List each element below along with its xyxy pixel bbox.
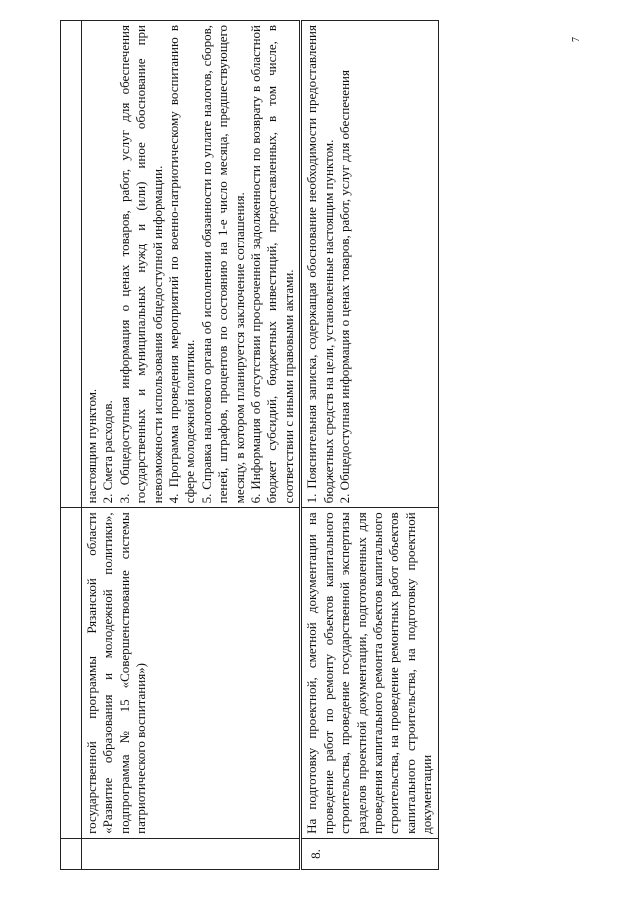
table-row-top: [61, 21, 82, 870]
table-row: [82, 21, 301, 870]
document-item: 3. Общедоступная информация о ценах товаров, работ, услуг для обеспечения государственных и муниципальных нужд и (или) иное обоснование при невозможности использования общедоступной информации.: [116, 25, 165, 504]
row-number: 8.: [301, 838, 438, 869]
row-number: [82, 838, 301, 869]
document-item: 2. Смета расходов.: [100, 400, 116, 504]
rotated-page-content: [60, 20, 560, 870]
document-item: 1. Пояснительная записка, содержащая обоснование необходимости предоставления бюджетных средств на цели, установленные настоящим пунктом.: [304, 25, 336, 504]
required-documents: [82, 21, 301, 508]
document-item: 2. Общедоступная информация о ценах товаров, работ, услуг для обеспечения: [337, 70, 353, 504]
document-item: настоящим пунктом.: [84, 388, 99, 504]
documents-table: [60, 20, 439, 870]
table-row: [301, 21, 438, 870]
document-item: 4. Программа проведения мероприятий по военно-патриотическому воспитанию в сфере молодежной политики.: [166, 25, 198, 504]
page-number: 7: [571, 37, 582, 42]
document-item: 6. Информация об отсутствии просроченной задолженности по возврату в областной бюджет субсидий, бюджетных инвестиций, предоставленных, в том числе, в соответствии с иными правовыми актами.: [248, 25, 296, 504]
purpose-description: государственной программы Рязанской области «Развитие образования и молодежной политики», подпрограмма № 15 «Совершенствование системы патриотического воспитания»): [82, 508, 301, 839]
purpose-description: На подготовку проектной, сметной документации на проведение работ по ремонту объектов капитального строительства, проведение государственной экспертизы разделов проектной документации, подготовленных для проведения капитального ремонта объектов капитального строительства, на проведение ремонтных работ объектов капитального строительства, на подготовку проектной документации: [301, 508, 438, 839]
required-documents: [301, 21, 438, 508]
document-item: 5. Справка налогового органа об исполнении обязанности по уплате налогов, сборов, пеней, штрафов, процентов по состоянию на 1-е число месяца, предшествующего месяцу, в котором планируется заключение соглашения.: [198, 25, 247, 504]
